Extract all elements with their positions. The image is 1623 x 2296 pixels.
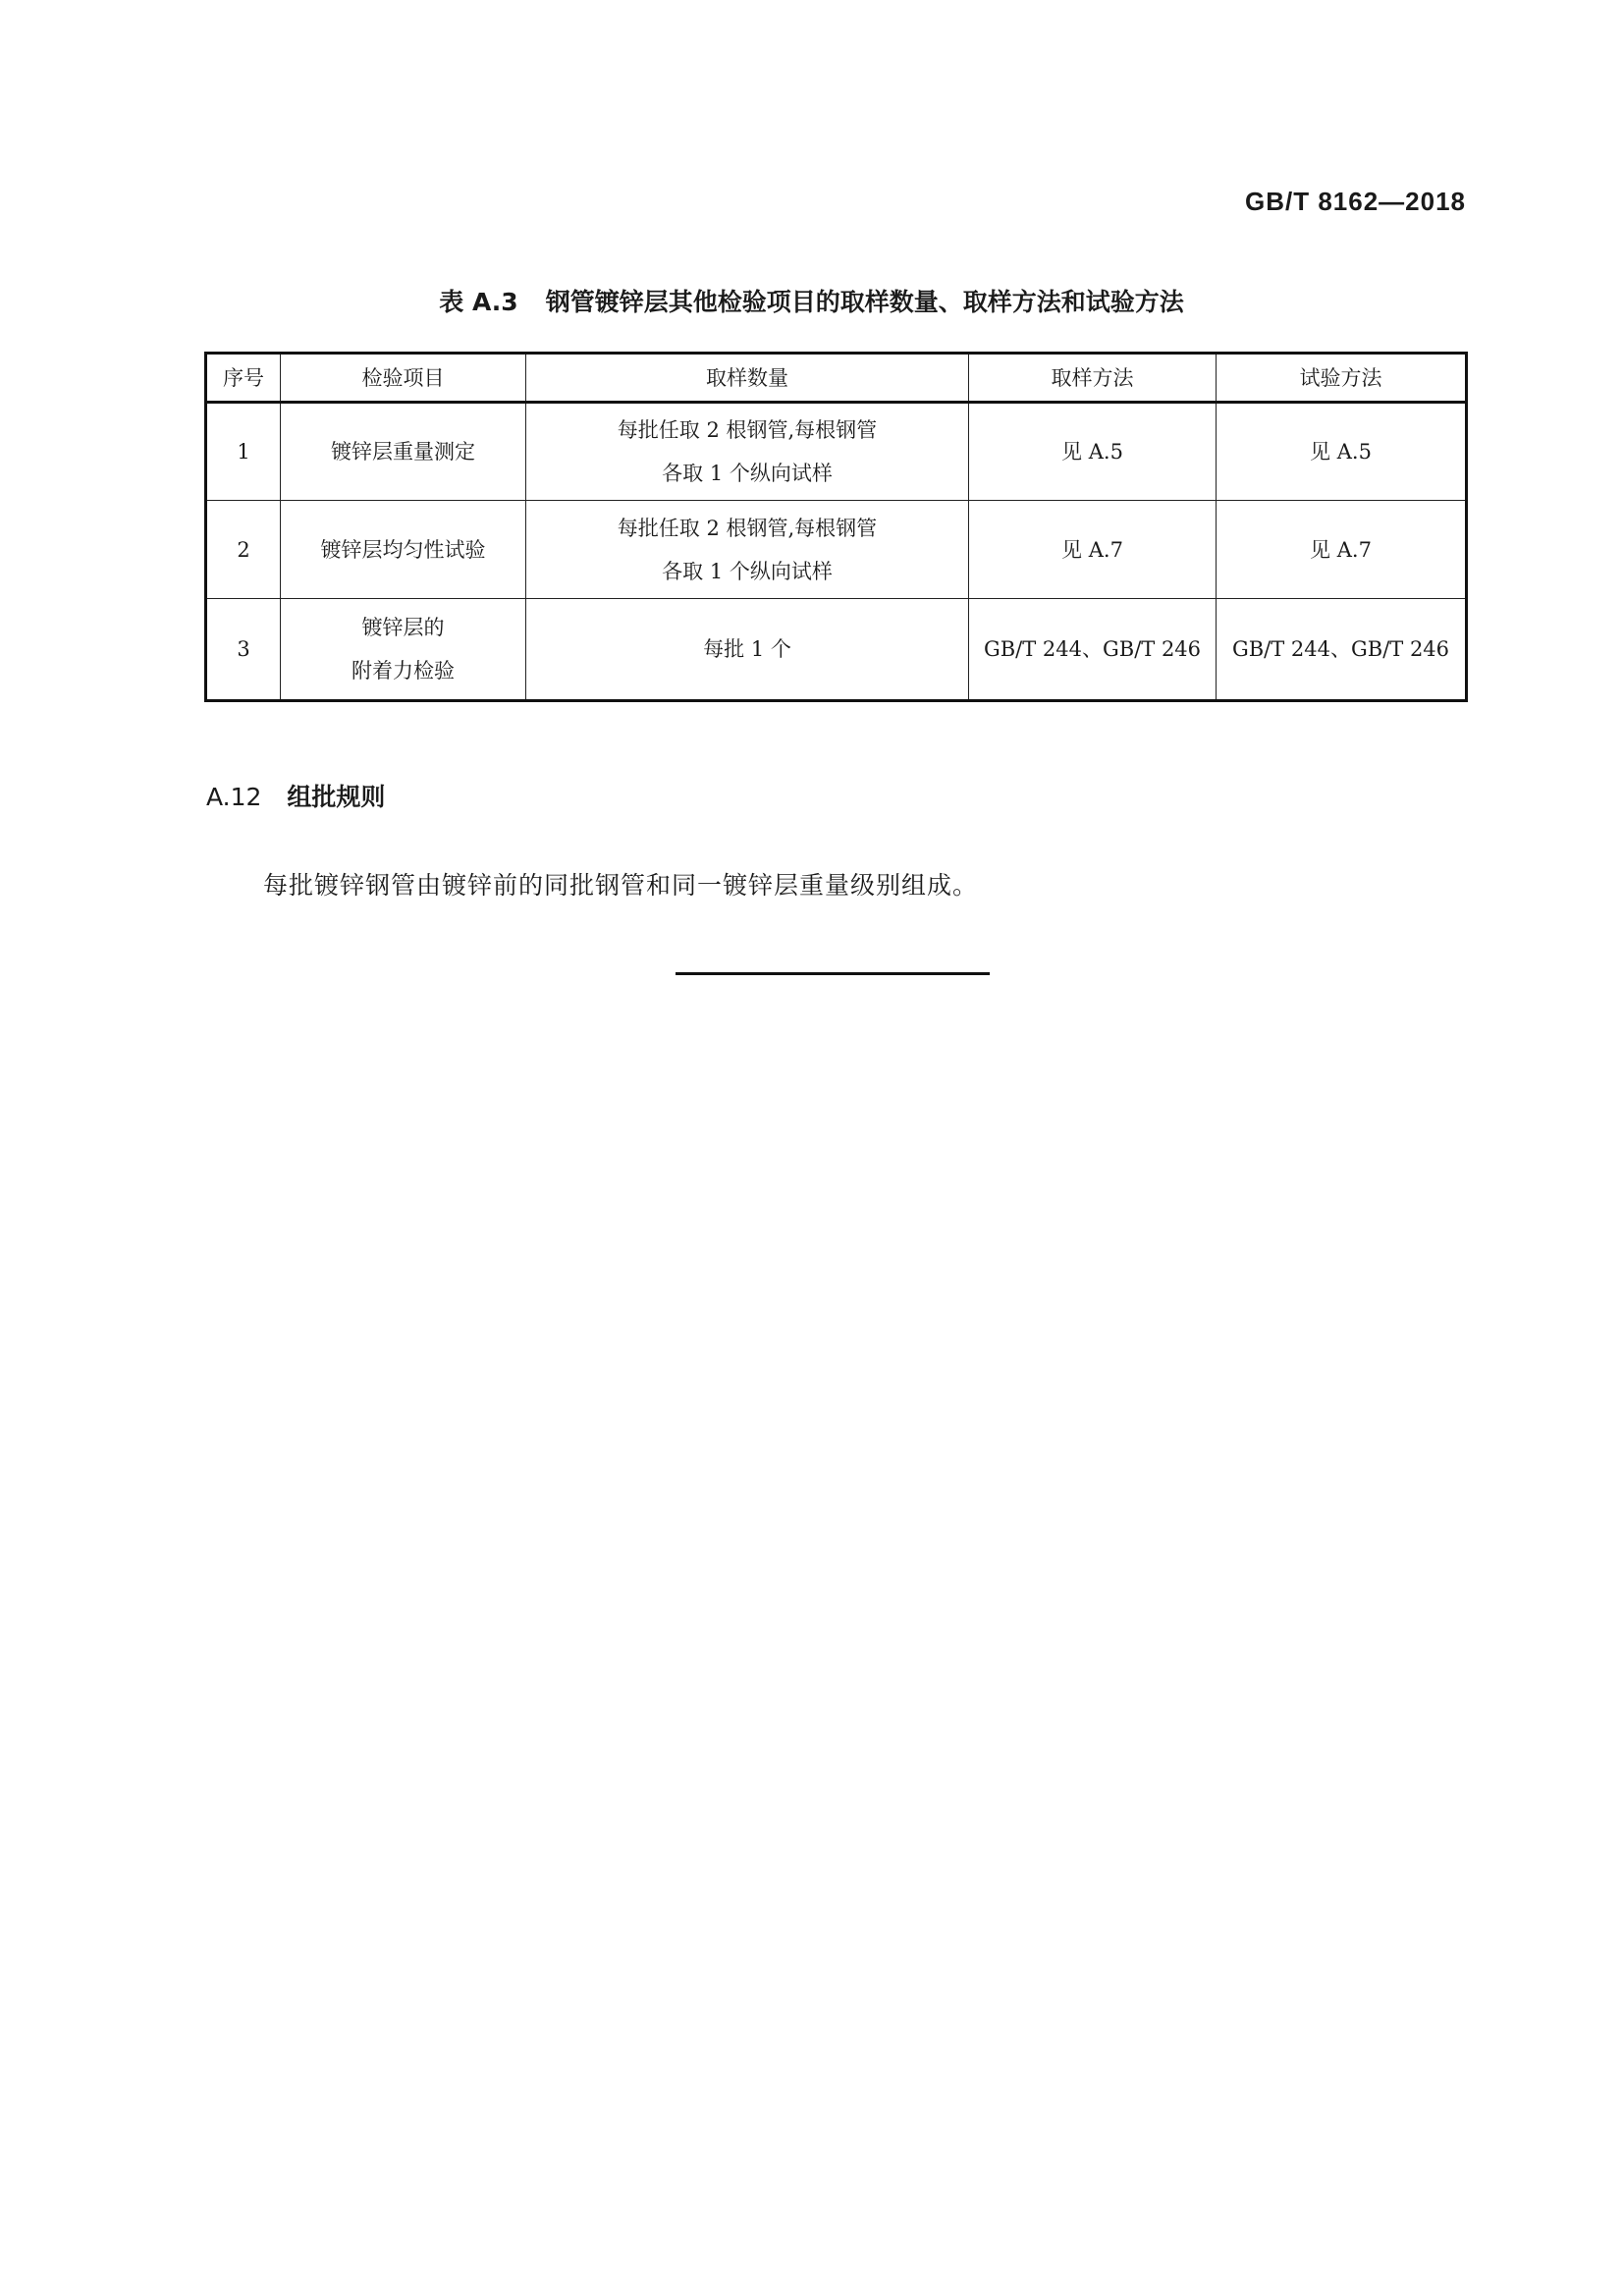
column-header-item: 检验项目 [281, 354, 526, 403]
table-caption [0, 283, 1623, 318]
section-body-text: 每批镀锌钢管由镀锌前的同批钢管和同一镀锌层重量级别组成。 [263, 871, 979, 900]
cell-item: 镀锌层的 附着力检验 [281, 599, 526, 701]
cell-no: 2 [206, 501, 281, 599]
column-header-no: 序号 [206, 354, 281, 403]
cell-quantity: 每批 1 个 [526, 599, 969, 701]
cell-no: 1 [206, 403, 281, 501]
cell-quantity: 每批任取 2 根钢管,每根钢管 各取 1 个纵向试样 [526, 501, 969, 599]
cell-sampling-method: GB/T 244、GB/T 246 [969, 599, 1217, 701]
table-header-row [206, 354, 1467, 403]
column-header-quantity: 取样数量 [526, 354, 969, 403]
table-caption-title: 钢管镀锌层其他检验项目的取样数量、取样方法和试验方法 [545, 288, 1184, 316]
column-header-test-method: 试验方法 [1217, 354, 1467, 403]
end-of-document-rule [676, 972, 990, 975]
table-row [206, 501, 1467, 599]
cell-test-method: 见 A.5 [1217, 403, 1467, 501]
table-row [206, 599, 1467, 701]
section-heading [206, 778, 385, 813]
cell-sampling-method: 见 A.7 [969, 501, 1217, 599]
standard-number: GB/T 8162—2018 [1244, 187, 1466, 216]
table-caption-number: 表 A.3 [439, 288, 518, 316]
cell-quantity: 每批任取 2 根钢管,每根钢管 各取 1 个纵向试样 [526, 403, 969, 501]
cell-item: 镀锌层均匀性试验 [281, 501, 526, 599]
column-header-sampling-method: 取样方法 [969, 354, 1217, 403]
section-number: A.12 [206, 783, 262, 811]
cell-test-method: 见 A.7 [1217, 501, 1467, 599]
cell-sampling-method: 见 A.5 [969, 403, 1217, 501]
cell-no: 3 [206, 599, 281, 701]
section-title: 组批规则 [287, 783, 386, 811]
table-row [206, 403, 1467, 501]
inspection-table [204, 352, 1468, 702]
cell-item: 镀锌层重量测定 [281, 403, 526, 501]
cell-test-method: GB/T 244、GB/T 246 [1217, 599, 1467, 701]
